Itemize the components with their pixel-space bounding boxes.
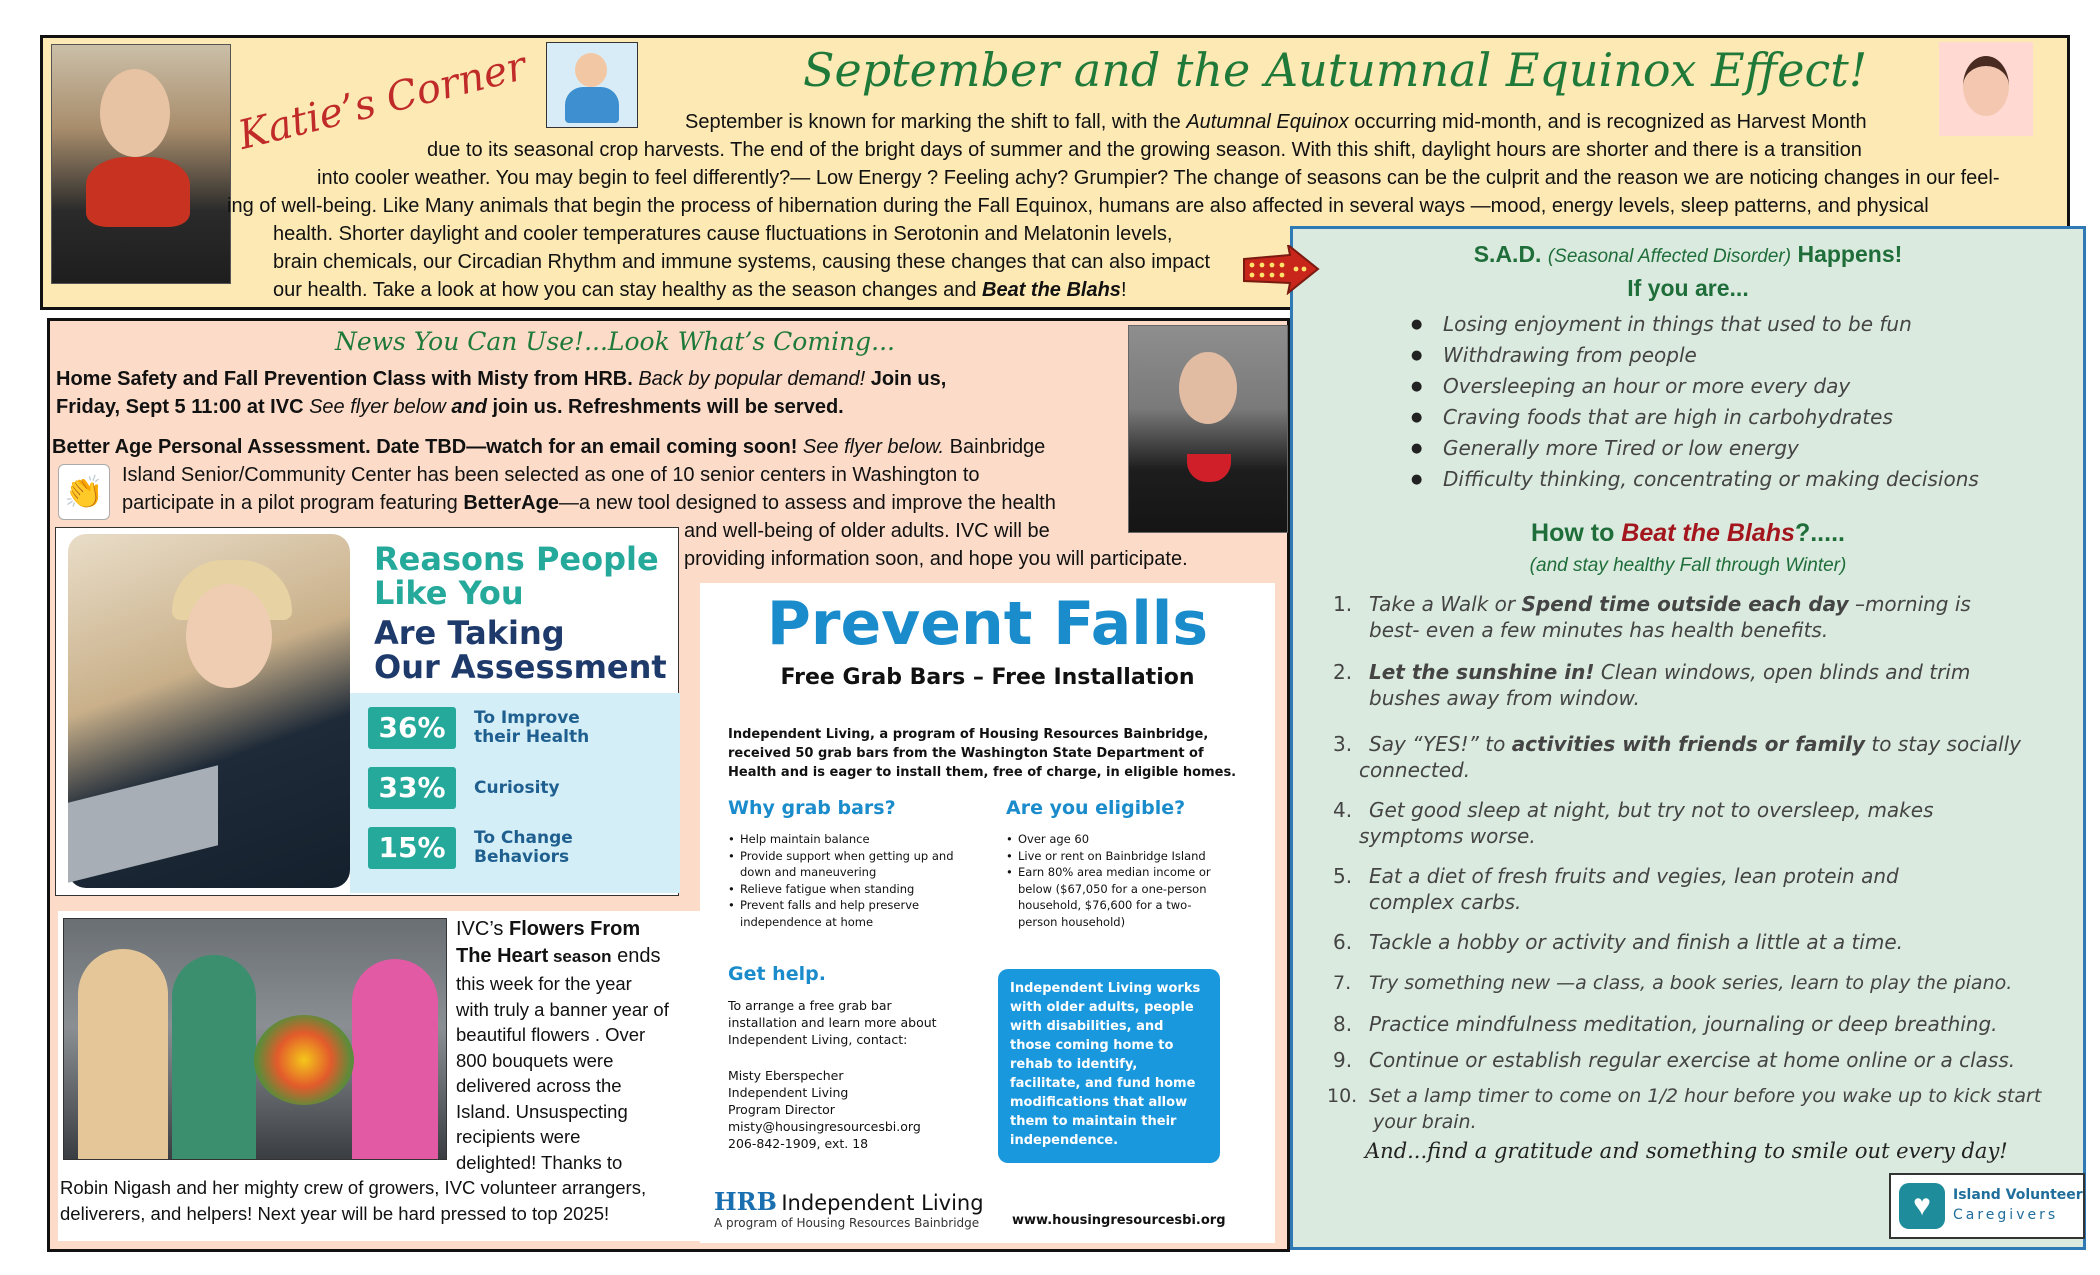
tip-7: 7. Try something new —a class, a book series, learn to play the piano. (1333, 972, 2013, 994)
contact-block: Misty Eberspecher Independent Living Program Director misty@housingresourcesbi.org 206-842-1909, ext. 18 (728, 1067, 968, 1152)
contact-phone: 206-842-1909, ext. 18 (728, 1136, 869, 1151)
prevent-falls-flyer (700, 583, 1275, 1243)
reasons-heading: Are Taking (374, 614, 565, 652)
flowers-line: Robin Nigash and her mighty crew of growers, IVC volunteer arrangers, (60, 1177, 647, 1198)
beat-the-blahs-heading: How to Beat the Blahs?..... (1531, 519, 1845, 547)
sad-title: S.A.D. (Seasonal Affected Disorder) Happens! (1473, 241, 1903, 267)
hrb-logo: HRB Independent Living A program of Housing Resources Bainbridge (714, 1187, 984, 1230)
stat-label: To Change Behaviors (474, 828, 573, 867)
if-you-are: If you are... (1627, 275, 1749, 301)
eligible-heading: Are you eligible? (1006, 797, 1186, 819)
news-item-fall-class-date: Friday, Sept 5 11:00 at IVC See flyer below and join us. Refreshments will be served. (56, 396, 844, 418)
ivc-logo: ♥ Island Volunteer Caregivers (1889, 1173, 2085, 1239)
page-headline: September and the Autumnal Equinox Effect! (803, 43, 1868, 97)
reasons-heading: Our Assessment (374, 648, 667, 686)
flowers-line: delighted! Thanks to (456, 1151, 623, 1173)
flowers-line: delivered across the (456, 1075, 622, 1096)
get-help-heading: Get help. (728, 963, 826, 985)
get-help-text: To arrange a free grab bar installation and learn more about Independent Living, contact: (728, 998, 937, 1047)
tip-1: 1. Take a Walk or Spend time outside each day –morning is best- even a few minutes has health benefits. (1333, 592, 1971, 642)
stat-value: 36% (368, 707, 456, 749)
stat-value: 33% (368, 767, 456, 809)
clapping-hands-icon: 👏 (58, 464, 110, 520)
stat-label: Curiosity (474, 778, 560, 798)
tip-10: 10. Set a lamp timer to come on 1/2 hour before you wake up to kick start your brain. (1327, 1085, 2042, 1133)
flowers-line: The Heart season ends (456, 945, 661, 967)
tip-4: 4. Get good sleep at night, but try not to oversleep, makes symptoms worse. (1333, 798, 1934, 848)
flowers-line: IVC’s Flowers From (456, 918, 641, 940)
flowers-line: this week for the year (456, 973, 632, 994)
flowers-line: 800 bouquets were (456, 1049, 614, 1071)
why-grab-bars-list: • Help maintain balance • Provide support when getting up and down and maneuvering • Relieve fatigue when standing • Prevent falls and help preserve independence at home (728, 831, 978, 930)
tip-3: 3. Say “YES!” to activities with friends or family to stay socially connected. (1333, 732, 2021, 782)
flowers-line: beautiful flowers . Over (456, 1024, 646, 1045)
tip-9: 9. Continue or establish regular exercise at home online or a class. (1333, 1048, 2016, 1072)
tip-5: 5. Eat a diet of fresh fruits and vegies, lean protein and complex carbs. (1333, 864, 1899, 914)
falls-intro: Independent Living, a program of Housing Resources Bainbridge, received 50 grab bars from the Washington State Department of Health and is eager to install them, free of charge, in eligible homes. (728, 727, 1237, 780)
senior-woman-photo (1128, 325, 1288, 533)
hrb-website-link[interactable]: www.housingresourcesbi.org (1012, 1213, 1226, 1228)
reasons-heading: Like You (374, 574, 524, 612)
news-betterage-line: providing information soon, and hope you will participate. (684, 548, 1188, 570)
flowers-line: Island. Unsuspecting (456, 1100, 628, 1122)
flower-volunteers-photo (63, 918, 447, 1160)
flowers-line: deliverers, and helpers! Next year will be hard pressed to top 2025! (60, 1202, 610, 1224)
falls-subtitle: Free Grab Bars – Free Installation (780, 665, 1195, 690)
betterage-reasons-card (55, 527, 679, 896)
stat-value: 15% (368, 827, 456, 869)
flowers-line: recipients were (456, 1126, 581, 1147)
arrow-sign-icon (1240, 245, 1320, 295)
flowers-from-the-heart (58, 911, 702, 1241)
news-betterage-line: participate in a pilot program featuring BetterAge—a new tool designed to assess and improve the health (122, 492, 1056, 514)
news-panel (47, 318, 1290, 1252)
news-betterage-line: Island Senior/Community Center has been selected as one of 10 senior centers in Washington to (122, 464, 980, 486)
eligible-list: • Over age 60 • Live or rent on Bainbridge Island • Earn 80% area median income or below ($67,050 for a one-person household, $76,600 for a two-person household) (1006, 831, 1226, 930)
tip-2: 2. Let the sunshine in! Clean windows, open blinds and trim bushes away from window. (1333, 660, 1971, 710)
reasons-heading: Reasons People (374, 540, 659, 578)
why-grab-bars-heading: Why grab bars? (728, 797, 896, 819)
news-title: News You Can Use!...Look What’s Coming... (334, 327, 896, 356)
news-item-fall-class: Home Safety and Fall Prevention Class with Misty from HRB. Back by popular demand! Join us, (56, 368, 947, 390)
ivc-heart-logo-icon: ♥ (1899, 1183, 1945, 1229)
tip-8: 8. Practice mindfulness meditation, journaling or deep breathing. (1333, 1012, 1998, 1036)
stat-label: To Improve their Health (474, 708, 590, 747)
woman-laptop-photo (68, 534, 350, 888)
news-betterage-line: and well-being of older adults. IVC will be (684, 520, 1050, 542)
contact-email: misty@housingresourcesbi.org (728, 1119, 921, 1134)
beat-the-blahs-subtitle: (and stay healthy Fall through Winter) (1529, 555, 1847, 576)
falls-title: Prevent Falls (766, 589, 1209, 659)
sad-panel (1290, 226, 2086, 1250)
news-item-betterage: Better Age Personal Assessment. Date TBD—watch for an email coming soon! See flyer below. Bainbridge (52, 436, 1046, 458)
gratitude-closing: And...find a gratitude and something to smile out every day! (1365, 1139, 2008, 1163)
flowers-line: with truly a banner year of (456, 998, 669, 1020)
sad-symptom-list: ● Losing enjoyment in things that used to be fun ● Withdrawing from people ● Oversleeping an hour or more every day ● Craving foods that are high in carbohydrates ● Generally more Tired or low energy ● Difficulty thinking, concentrating or making decisions (1411, 309, 1979, 495)
reasons-stats (350, 693, 680, 893)
tip-6: 6. Tackle a hobby or activity and finish a little at a time. (1333, 930, 1904, 954)
intro-paragraph: September is known for marking the shift to fall, with the Autumnal Equinox occurring mid-month, and is recognized as Harvest Month due to its seasonal crop harvests. The end of the bright days of summer and the growing season. With this shift, daylight hours are shorter and there is a transition into cooler weather. You may begin to feel differently?— Low Energy ? Feeling achy? Grumpier? The change of seasons can be the culprit and the reason we are noticing changes in our feel- ing of well-being. Like Many animals that begin the process of hibernation during the Fall Equinox, humans are also affected in several ways —mood, energy levels, sleep patterns, and physical health. Shorter daylight and cooler temperatures cause fluctuations in Serotonin and Melatonin levels, brain chemicals, our Circadian Rhythm and immune systems, causing these changes that can also impact our health. Take a look at how you can stay healthy as the season changes and Beat the Blahs! (227, 111, 2000, 301)
katies-corner-title: Katie’s Corner (233, 43, 531, 159)
independent-living-info-box: Independent Living works with older adults, people with disabilities, and those coming home to rehab to identify, facilitate, and fund home modifications that allow them to maintain their independence. (998, 969, 1220, 1163)
